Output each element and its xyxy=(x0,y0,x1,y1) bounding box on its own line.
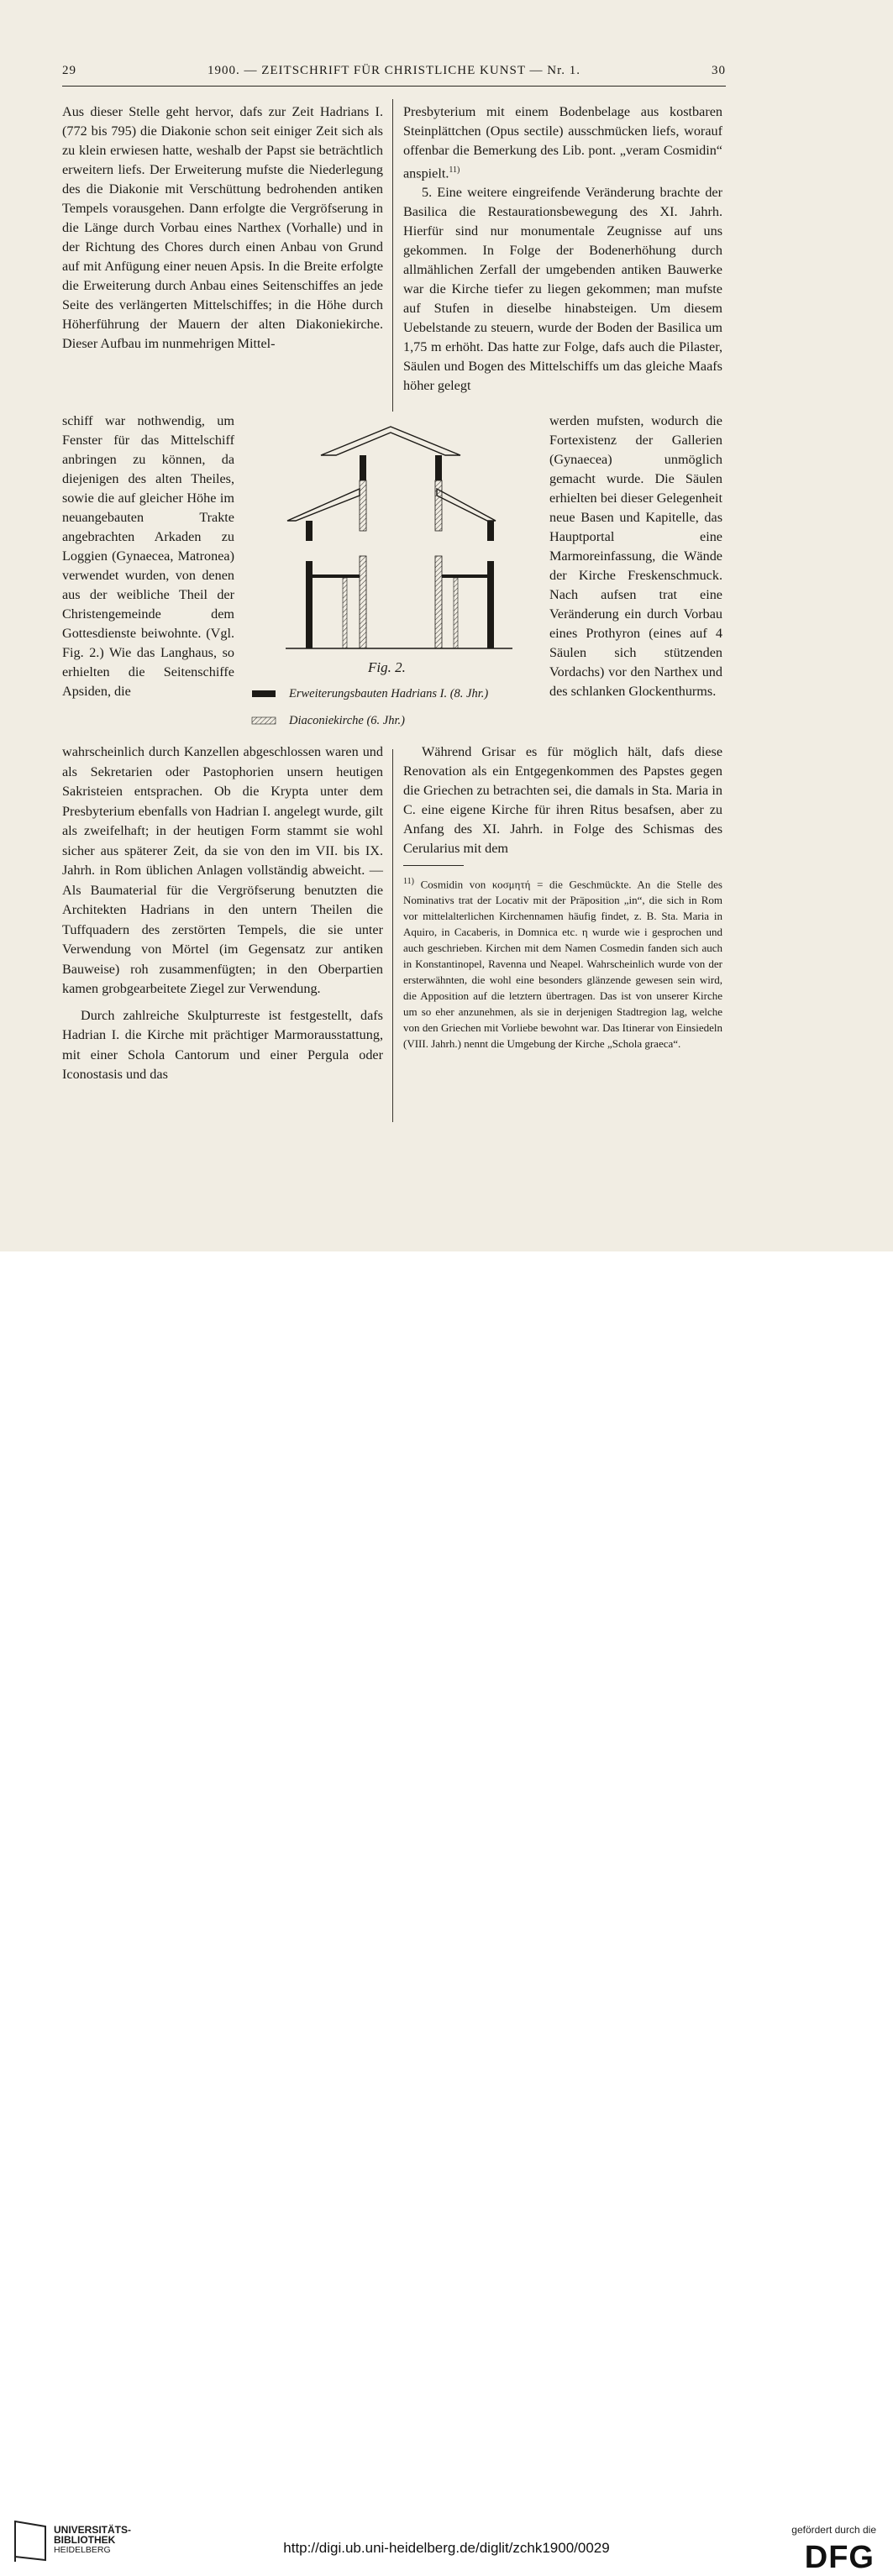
digitization-footer xyxy=(0,1251,893,2575)
right-column-top xyxy=(403,102,722,396)
right-nave-wall-upper xyxy=(435,455,442,480)
right-nave-wall-mid xyxy=(435,480,442,531)
left-column-bottom xyxy=(62,742,383,1085)
left-aisle-wall-lower xyxy=(306,561,313,648)
central-roof xyxy=(321,427,460,455)
right-nave-wall-lower xyxy=(435,556,442,648)
journal-title: 1900. — ZEITSCHRIFT FÜR CHRISTLICHE KUNST — Nr. 1. xyxy=(207,64,581,77)
footnote-rule xyxy=(403,865,464,866)
paragraph-5: 5. Eine weitere eingreifende Veränderung brachte der Basilica die Restaurationsbewegung des XI. Jahrh. Hierfür sind nur monumentale Zeugnisse auf uns gekommen. In Folge der Bodenerhöhung durch allmählichen Zerfall der umgebenden antiken Bauwerke war die Kirche tiefer zu liegen gekommen; man mufste auf Stufen in dieselbe hinabsteigen. Um diesem Uebelstande zu steuern, wurde der Boden der Basilica um 1,75 m erhöht. Das hatte zur Folge, dafs auch die Pilaster, Säulen und Bogen des Mittelschiffs um das gleiche Maafs höher gelegt xyxy=(403,185,722,394)
digital-object-link[interactable]: http://digi.ub.uni-heidelberg.de/diglit/zchk1900/0029 xyxy=(283,2540,610,2556)
figure-caption: Fig. 2. xyxy=(368,659,406,675)
page-number-left: 29 xyxy=(62,64,76,77)
paragraph-fortexistenz: werden mufsten, wodurch die Fortexistenz der Gallerien (Gynaecea) unmöglich gemacht wurde. Die Säulen erhielten bei dieser Gelegenheit neue Basen und Kapitelle, das Hauptportal eine Marmoreinfassung, die Wände der Kirche Freskenschmuck. Nach aufsen trat eine Veränderung ein durch Vorbau eines Prothyron (eines auf 4 Säulen sich stützenden Vordachs) vor den Narthex und des schlanken Glockenthurms. xyxy=(549,413,722,699)
right-aisle-wall-lower xyxy=(487,561,494,648)
paragraph-mittelschiff: schiff war nothwendig, um Fenster für das Mittelschiff anbringen zu können, da diejenigen des alten Theiles, sowie die auf gleicher Höhe im neuangebauten Trakte angebrachten Arkaden zu Loggien (Gynaecea, Matronea) verwendet wurden, von denen aus der weibliche Theil der Christengemeinde dem Gottesdienste beiwohnte. (Vgl. Fig. 2.) Wie das Langhaus, so erhielten die Seitenschiffe Apsiden, die xyxy=(62,413,234,699)
footnote-text: Cosmidin von κοσμητή = die Geschmückte. An die Stelle des Nominativs trat der Locativ mit der Präposition „in“, die sich in Rom vor mittelalterlichen Kirchennamen häufig findet, z. B. Sta. Maria in Aquiro, in Cacaberis, in Domnica etc. η wurde wie i gesprochen und auch geschrieben. Kirchen mit dem Namen Cosmedin fanden sich auch in Konstantinopel, Ravenna und Neapel. Wahrscheinlich wurde von der ersterwähnten, die wohl eine besonders glänzende gewesen sein wird, die Apposition auf die letztern übertragen. Das ist von unserer Kirche um so eher anzunehmen, als sie in derjenigen Stadtregion lag, welche von den Griechen mit Vorliebe bewohnt war. Das Itinerar von Einsiedeln (VIII. Jahrh.) nennt die Umgebung der Kirche „Schola graeca“. xyxy=(403,878,722,1051)
right-gallery-floor xyxy=(442,574,487,578)
running-header xyxy=(62,64,726,84)
header-rule xyxy=(62,86,726,87)
left-aisle-roof xyxy=(287,489,360,521)
left-gallery-post xyxy=(343,578,347,648)
page-number-right: 30 xyxy=(712,64,726,77)
column-divider xyxy=(392,99,393,412)
legend-swatch-hatched xyxy=(252,717,276,724)
legend-hadrian: Erweiterungsbauten Hadrians I. (8. Jhr.) xyxy=(289,687,489,700)
paragraph-skulpturreste: Durch zahlreiche Skulpturreste ist festgestellt, dafs Hadrian I. die Kirche mit prächtiger Marmorausstattung, mit einer Schola Cantorum und einer Pergula oder Iconostasis und das xyxy=(62,1007,383,1082)
scanned-page xyxy=(0,0,893,1251)
footnote xyxy=(403,874,722,1052)
footnote-ref: 11) xyxy=(449,165,460,175)
dfg-logo: DFG xyxy=(804,2540,875,2575)
right-column-narrow xyxy=(549,412,722,701)
library-name: UNIVERSITÄTS- BIBLIOTHEK HEIDELBERG xyxy=(54,2524,132,2555)
legend-swatch-dark xyxy=(252,690,276,697)
left-column-narrow xyxy=(62,412,234,701)
left-nave-wall-mid xyxy=(360,480,366,531)
left-nave-wall-lower xyxy=(360,556,366,648)
paragraph-baumaterial: wahrscheinlich durch Kanzellen abgeschlossen waren und als Sekretarien oder Pastophorien unsern heutigen Sakristeien entsprachen. Ob die Krypta unter dem Presbyterium ebenfalls von Hadrian I. angelegt wurde, gilt als zweifelhaft; in der heutigen Form stammt sie wohl sicher aus späterer Zeit, da sie von den im VII. bis IX. Jahrh. in Rom üblichen Anlagen vollständig abweicht. — Als Baumaterial für die Vergröfserung benutzten die Architekten Hadrians in den untern Theilen die Tuffquadern des zerstörten Tempels, die sie unter Verwendung von Mörtel (im Gegensatz zur antiken Bauweise) roh zusammenfügten; in den Oberpartien kamen grobgearbeitete Ziegel zur Verwendung. xyxy=(62,744,383,996)
funding-note: gefördert durch die xyxy=(791,2524,876,2536)
right-gallery-post xyxy=(454,578,458,648)
paragraph-grisar: Während Grisar es für möglich hält, dafs diese Renovation als ein Entgegenkommen des Papstes gegen die Griechen zu betrachten sei, die damals in Sta. Maria in C. eine eigene Kirche für ihren Ritus besafsen, aber zu Anfang des XI. Jahrh. in Folge des Schismas des Cerularius mit dem xyxy=(403,744,722,856)
left-nave-wall-upper xyxy=(360,455,366,480)
column-divider-lower xyxy=(392,749,393,1122)
footnote-number: 11) xyxy=(403,877,414,886)
left-column-top xyxy=(62,102,383,354)
legend-diaconie: Diaconiekirche (6. Jhr.) xyxy=(289,714,405,727)
paragraph-presbyterium: Presbyterium mit einem Bodenbelage aus kostbaren Steinplättchen (Opus sectile) ausschmücken liefs, worauf offenbar die Bemerkung des Lib. pont. „veram Cosmidin“ anspielt.$^{11)}$ xyxy=(403,104,722,181)
right-aisle-wall-upper xyxy=(487,521,494,541)
left-aisle-wall-upper xyxy=(306,521,313,541)
paragraph-hadrian: Aus dieser Stelle geht hervor, dafs zur Zeit Hadrians I. (772 bis 795) die Diakonie schon seit einiger Zeit sich als zu klein erwiesen hatte, weshalb der Papst sie beträchtlich erweitern liefs. Der Erweiterung mufste die Niederlegung des die Diakonie mit Verschüttung bedrohenden antiken Tempels vorausgehen. Dann erfolgte die Vergröfserung in die Länge durch Vorbau eines Narthex (Vorhalle) und in der Richtung des Chores durch einen Anbau von Grund auf mit Anfügung einer neuen Apsis. In die Breite erfolgte die Erweiterung durch Anbau eines Seitenschiffes an jede Seite des verlängerten Mittelschiffes; in die Höhe durch Höherführung der Mauern der alten Diakoniekirche. Dieser Aufbau im nunmehrigen Mittel- xyxy=(62,104,383,351)
left-gallery-floor xyxy=(313,574,360,578)
right-column-bottom xyxy=(403,742,722,858)
right-aisle-roof xyxy=(437,489,496,521)
